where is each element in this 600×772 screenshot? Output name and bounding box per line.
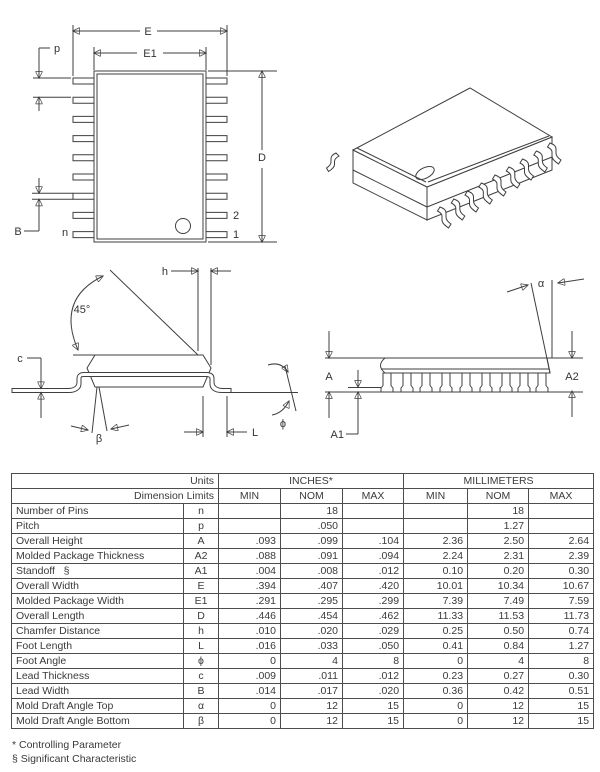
dim-label-n: n <box>61 227 69 239</box>
table-header-row-limits <box>12 489 594 504</box>
dimension-limits-label: Dimension Limits <box>12 489 219 504</box>
inches-value-cell: .016 <box>219 639 281 654</box>
inches-header: INCHES* <box>219 474 404 489</box>
dimension-symbol-cell: β <box>184 714 219 729</box>
mm-value-cell: 0.51 <box>529 684 594 699</box>
inches-value-cell: .462 <box>343 609 404 624</box>
inches-value-cell: .104 <box>343 534 404 549</box>
mm-value-cell: 0.74 <box>529 624 594 639</box>
mm-value-cell: 0.30 <box>529 669 594 684</box>
inches-value-cell: 4 <box>281 654 343 669</box>
dim-label-b: B <box>14 226 22 238</box>
mm-value-cell: 0.42 <box>468 684 529 699</box>
dim-label-beta: β <box>95 433 103 445</box>
mm-value-cell: 0.36 <box>404 684 468 699</box>
pin1-label: 1 <box>233 229 240 241</box>
mm-value-cell: 7.39 <box>404 594 468 609</box>
table-row <box>12 519 594 534</box>
mm-value-cell: 12 <box>468 699 529 714</box>
mm-value-cell: 0 <box>404 714 468 729</box>
inches-value-cell: .088 <box>219 549 281 564</box>
inches-value-cell: .454 <box>281 609 343 624</box>
mm-value-cell: 15 <box>529 699 594 714</box>
mm-value-cell: 2.50 <box>468 534 529 549</box>
dimension-symbol-cell: c <box>184 669 219 684</box>
inches-value-cell: .033 <box>281 639 343 654</box>
mm-value-cell: 7.49 <box>468 594 529 609</box>
mm-value-cell: 18 <box>468 504 529 519</box>
mm-value-cell: 0.41 <box>404 639 468 654</box>
inches-value-cell <box>219 504 281 519</box>
inches-value-cell: .010 <box>219 624 281 639</box>
dimension-symbol-cell: L <box>184 639 219 654</box>
inches-value-cell: .394 <box>219 579 281 594</box>
dim-label-a1: A1 <box>330 429 344 441</box>
dimension-symbol-cell: h <box>184 624 219 639</box>
table-row <box>12 684 594 699</box>
table-row <box>12 639 594 654</box>
dimension-name-cell: Lead Thickness <box>12 669 184 684</box>
inches-value-cell: .014 <box>219 684 281 699</box>
mm-value-cell: 10.67 <box>529 579 594 594</box>
inches-value-cell: 15 <box>343 699 404 714</box>
inches-value-cell: .295 <box>281 594 343 609</box>
dimension-name-cell: Foot Angle <box>12 654 184 669</box>
right-pins <box>206 78 227 238</box>
dimension-symbol-cell: A1 <box>184 564 219 579</box>
inches-value-cell: .012 <box>343 564 404 579</box>
mm-value-cell: 0.84 <box>468 639 529 654</box>
limit-header-cell: MIN <box>219 489 281 504</box>
mm-value-cell: 2.39 <box>529 549 594 564</box>
footnote-controlling-parameter: * Controlling Parameter <box>12 739 122 751</box>
end-view-dimension-arrows <box>329 279 584 434</box>
table-row <box>12 594 594 609</box>
mm-value-cell: 2.24 <box>404 549 468 564</box>
units-label: Units <box>12 474 219 489</box>
inches-value-cell: .291 <box>219 594 281 609</box>
end-view-package <box>381 358 551 392</box>
mm-value-cell: 0.20 <box>468 564 529 579</box>
dimension-symbol-cell: n <box>184 504 219 519</box>
table-row <box>12 549 594 564</box>
mm-value-cell: 11.53 <box>468 609 529 624</box>
mm-value-cell: 1.27 <box>529 639 594 654</box>
dimension-name-cell: Standoff § <box>12 564 184 579</box>
limit-header-cell: MAX <box>529 489 594 504</box>
inches-value-cell: .407 <box>281 579 343 594</box>
package-body-top-view <box>73 71 227 242</box>
dimension-symbol-cell: B <box>184 684 219 699</box>
dimension-name-cell: Mold Draft Angle Bottom <box>12 714 184 729</box>
inches-value-cell: 0 <box>219 699 281 714</box>
inches-value-cell: 0 <box>219 654 281 669</box>
inches-value-cell <box>343 504 404 519</box>
mm-value-cell: 1.27 <box>468 519 529 534</box>
mm-value-cell <box>404 504 468 519</box>
inches-value-cell: .420 <box>343 579 404 594</box>
inches-value-cell: .012 <box>343 669 404 684</box>
mm-value-cell: 2.64 <box>529 534 594 549</box>
table-row <box>12 699 594 714</box>
inches-value-cell <box>343 519 404 534</box>
mm-value-cell: 0.25 <box>404 624 468 639</box>
dimension-name-cell: Mold Draft Angle Top <box>12 699 184 714</box>
side-view-dimension-lines <box>27 268 296 437</box>
table-row <box>12 609 594 624</box>
mm-value-cell: 7.59 <box>529 594 594 609</box>
top-view-drawing <box>0 0 300 260</box>
side-view-drawing <box>0 255 310 455</box>
mm-value-cell: 11.73 <box>529 609 594 624</box>
inches-value-cell: 0 <box>219 714 281 729</box>
footnotes <box>12 738 136 766</box>
dim-label-c: c <box>17 353 23 365</box>
mm-value-cell: 2.31 <box>468 549 529 564</box>
inches-value-cell: .050 <box>343 639 404 654</box>
mm-value-cell: 0.23 <box>404 669 468 684</box>
dimension-name-cell: Molded Package Width <box>12 594 184 609</box>
inches-value-cell: .011 <box>281 669 343 684</box>
dimension-name-cell: Overall Width <box>12 579 184 594</box>
mm-value-cell: 10.34 <box>468 579 529 594</box>
inches-value-cell: .009 <box>219 669 281 684</box>
table-row <box>12 714 594 729</box>
dimension-symbol-cell: A <box>184 534 219 549</box>
inches-value-cell: .094 <box>343 549 404 564</box>
dim-label-a: A <box>325 371 333 383</box>
dimension-symbol-cell: E1 <box>184 594 219 609</box>
dimension-symbol-cell: E <box>184 579 219 594</box>
inches-value-cell: .008 <box>281 564 343 579</box>
dim-label-p: p <box>54 43 61 55</box>
mm-value-cell: 15 <box>529 714 594 729</box>
inches-value-cell: .091 <box>281 549 343 564</box>
iso-view-drawing <box>300 40 600 260</box>
dimension-name-cell: Molded Package Thickness <box>12 549 184 564</box>
mm-value-cell: 8 <box>529 654 594 669</box>
dim-label-d: D <box>258 152 266 164</box>
mm-value-cell: 0.30 <box>529 564 594 579</box>
mm-value-cell: 2.36 <box>404 534 468 549</box>
table-row <box>12 534 594 549</box>
dim-label-e: E <box>144 26 152 38</box>
mm-value-cell: 11.33 <box>404 609 468 624</box>
inches-value-cell: .446 <box>219 609 281 624</box>
dim-label-45deg: 45° <box>73 304 91 316</box>
dim-label-h: h <box>161 266 168 278</box>
table-row <box>12 579 594 594</box>
dimension-symbol-cell: A2 <box>184 549 219 564</box>
millimeters-header: MILLIMETERS <box>404 474 594 489</box>
inches-value-cell: 18 <box>281 504 343 519</box>
inches-value-cell: 15 <box>343 714 404 729</box>
dimension-symbol-cell: α <box>184 699 219 714</box>
table-header-row-units <box>12 474 594 489</box>
inches-value-cell: 12 <box>281 699 343 714</box>
inches-value-cell: .020 <box>343 684 404 699</box>
limit-header-cell: NOM <box>468 489 529 504</box>
inches-value-cell: .093 <box>219 534 281 549</box>
dim-label-alpha: α <box>537 278 545 290</box>
inches-value-cell: 12 <box>281 714 343 729</box>
table-row <box>12 669 594 684</box>
mm-value-cell <box>529 504 594 519</box>
table-row <box>12 624 594 639</box>
dimension-name-cell: Lead Width <box>12 684 184 699</box>
limit-header-cell: NOM <box>281 489 343 504</box>
mm-value-cell: 0.27 <box>468 669 529 684</box>
mm-value-cell: 0 <box>404 699 468 714</box>
dimension-symbol-cell: p <box>184 519 219 534</box>
dim-label-phi: ϕ <box>279 418 287 430</box>
inches-value-cell: .099 <box>281 534 343 549</box>
dimension-name-cell: Chamfer Distance <box>12 624 184 639</box>
end-view-drawing <box>300 255 600 455</box>
dimension-name-cell: Number of Pins <box>12 504 184 519</box>
inches-value-cell: .029 <box>343 624 404 639</box>
mm-value-cell: 0 <box>404 654 468 669</box>
inches-value-cell: .017 <box>281 684 343 699</box>
dimension-symbol-cell: D <box>184 609 219 624</box>
dim-label-e1: E1 <box>143 48 157 60</box>
inches-value-cell: .050 <box>281 519 343 534</box>
inches-value-cell <box>219 519 281 534</box>
pin2-label: 2 <box>233 210 240 222</box>
mm-value-cell: 0.50 <box>468 624 529 639</box>
mm-value-cell <box>529 519 594 534</box>
limit-header-cell: MAX <box>343 489 404 504</box>
inches-value-cell: .004 <box>219 564 281 579</box>
dim-label-a2: A2 <box>565 371 579 383</box>
mm-value-cell: 0.10 <box>404 564 468 579</box>
footnote-significant-characteristic: § Significant Characteristic <box>12 753 137 765</box>
mm-value-cell <box>404 519 468 534</box>
side-view-package <box>12 355 298 393</box>
dimension-name-cell: Overall Height <box>12 534 184 549</box>
dimension-name-cell: Foot Length <box>12 639 184 654</box>
iso-package <box>327 88 562 228</box>
dimension-symbol-cell: ϕ <box>184 654 219 669</box>
dimension-name-cell: Pitch <box>12 519 184 534</box>
end-view-pins <box>381 373 548 392</box>
dimensions-table <box>11 473 594 729</box>
mm-value-cell: 10.01 <box>404 579 468 594</box>
mm-value-cell: 12 <box>468 714 529 729</box>
inches-value-cell: .020 <box>281 624 343 639</box>
table-row <box>12 504 594 519</box>
table-row <box>12 654 594 669</box>
limit-header-cell: MIN <box>404 489 468 504</box>
dimension-name-cell: Overall Length <box>12 609 184 624</box>
inches-value-cell: 8 <box>343 654 404 669</box>
inches-value-cell: .299 <box>343 594 404 609</box>
iso-back-lead <box>327 153 340 172</box>
table-row <box>12 564 594 579</box>
mm-value-cell: 4 <box>468 654 529 669</box>
dim-label-l: L <box>252 427 259 439</box>
left-pins <box>73 78 94 238</box>
